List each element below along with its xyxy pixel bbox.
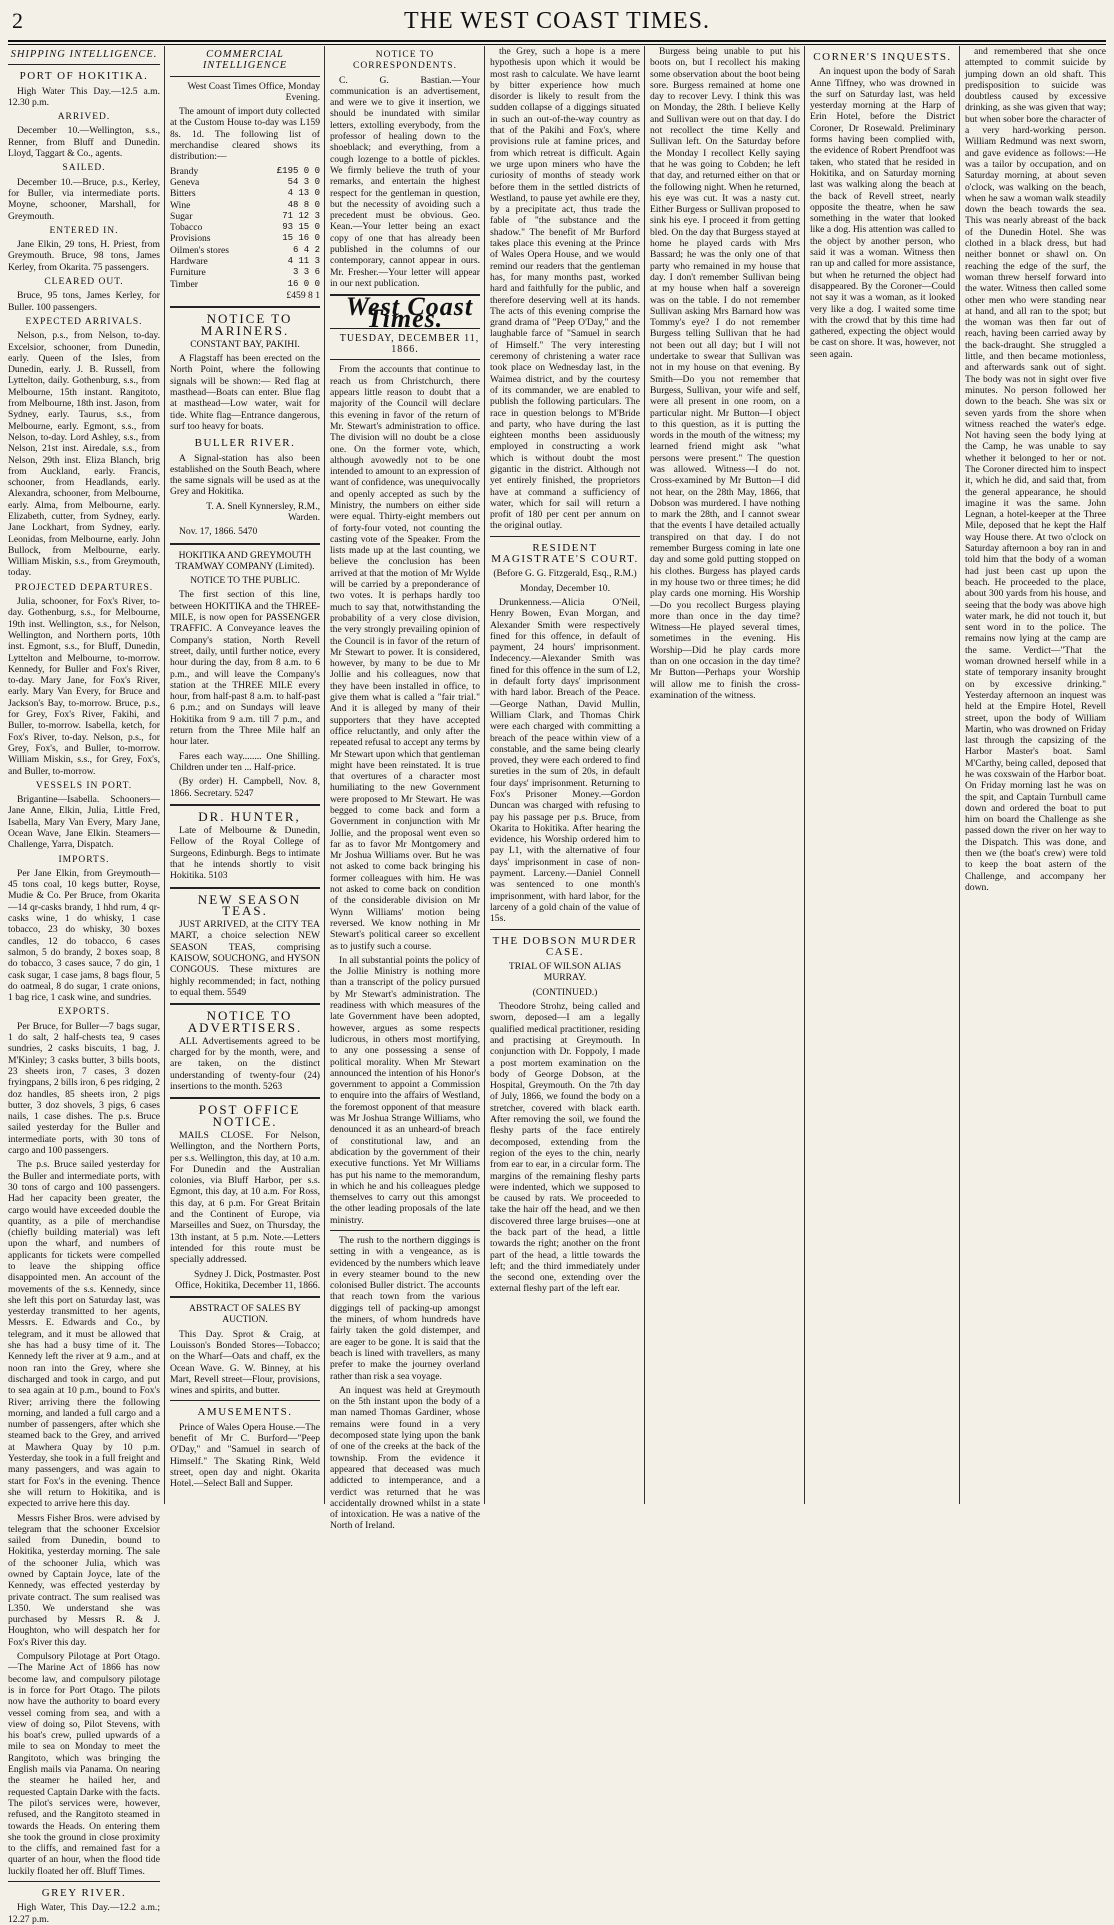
- inquest-body: An inquest upon the body of Sarah Anne Tiffney, who was drowned in the surf on Saturday last, was held yesterday morning at the Harp of Erin Hotel, before the District Coroner, Dr Rosewald. Preliminary forms having been complied with, the evidence of Robert Prendfoot was taken, who stated that he resided in Hokitika, and on Saturday morning last was walking along the beach at the back of Revell street, nearly opposite the theatre, when he saw something in the water that looked like a dog. His attention was called to the object by another person, who said it was a woman. Witness then ran up and called for more assistance, but when he returned the object had disappeared. By the Coroner—Could not say it was a woman, as it looked very like a dog. I waited some time with the crowd that by this time had gathered, expecting the object would be cast on shore. It was, however, not seen again.: [810, 66, 955, 360]
- column-local: [490, 46, 640, 1504]
- sub-heading: CLEARED OUT.: [44, 277, 124, 288]
- exports-text: Per Bruce, for Buller—7 bags sugar, 1 do salt, 2 half-chests tea, 9 cases sundries, 2 casks biscuits, 1 bag, J. M'Kinley; 3 casks butter, 3 bills boots, 23 sheets iron, 7 cases, 3 dozen fryingpans, 2 bills iron, 6 pes ridging, 2 doz handles, 85 sheets iron, 2 pigs butter, 3 doz shovels, 3 pigs, 6 cases nails, 1 case dishes. The p.s. Bruce sailed yesterday for the Buller and intermediate ports, with 30 tons of cargo and 100 passengers.: [8, 1020, 160, 1157]
- ad-body: JUST ARRIVED, at the CITY TEA MART, a choice selection NEW SEASON TEAS, comprising KAISOW, SOUCHONG, and HYSON CONGOUS. These mixtures are highly recommended; in fact, nothing to equal them. 5549: [170, 919, 320, 998]
- dateline: TUESDAY, DECEMBER 11, 1866.: [339, 332, 480, 356]
- duty-row: [170, 233, 320, 244]
- commercial-intro: The amount of import duty collected at the Custom House to-day was L159 8s. 1d. The following list of merchandise cleared shows its distribution:—: [170, 106, 320, 163]
- compulsory-pilotage: Compulsory Pilotage at Port Otago.—The Marine Act of 1866 has now become law, and compulsory pilotage is in force for Port Otago. The pilots now have the authority to board every vessel coming from sea, and with a view of doing so, Pilot Stevens, with his boat's crew, pulled upwards of a mile to sea on Monday to meet the Rangitoto, which was bringing the English mails via Panama. On nearing the steamer he hailed her, and requested Captain Darke with the facts. The pilot's services were, however, refused, and the Rangitoto steamed in towards the Heads. On entering them she took the ground in close proximity to the cliffs, and remained fast for a quarter of an hour, when the flood tide luckily floated her off. Bluff Times.: [8, 1651, 160, 1877]
- ad-body: This Day. Sprot & Craig, at Louisson's Bonded Stores—Tobacco; on the Wharf—Oats and chaff, ex the Ocean Wave. G. W. Binney, at his Mart, Revell street—Flour, provisions, wines and spirits, and butter.: [170, 1328, 320, 1397]
- column-commercial: [170, 46, 320, 1504]
- duty-item: Furniture: [170, 267, 206, 279]
- duty-item: Brandy: [170, 165, 199, 177]
- ad-title: POST OFFICE NOTICE.: [198, 1102, 301, 1129]
- office-line: West Coast Times Office, Monday Evening.: [187, 80, 320, 103]
- duty-item: Timber: [170, 278, 198, 290]
- duty-total: £459 8 1: [286, 289, 320, 301]
- masthead: [8, 8, 1106, 38]
- leader-text-2: In all substantial points the policy of the Jollie Ministry is nothing more than a transcript of the policy pursued by Mr Stewart's administration. The readiness with which measures of the late Government have been adopted, however, argues as some respects ludicrous, in others most mortifying, to any one possessing a sense of political morality. When Mr Stewart announced the intention of his Honor's government to appoint a Commission to enquire into the affairs of Westland, the foremost opponent of that measure was Mr Joshua Strange Williams, who denounced it as an unheard-of breach of constitutional law, and an abdication by the government of their executive functions. Yet Mr Williams has put his name to the memorandum, in which he and his colleagues pledge themselves to carry out this amongst the other leading proposals of the late ministry.: [330, 954, 480, 1226]
- duty-item: Provisions: [170, 233, 211, 245]
- grey-high-water: High Water, This Day.—12.2 a.m.; 12.27 p.m.: [8, 1902, 160, 1925]
- sub-heading: PROJECTED DEPARTURES.: [14, 582, 154, 593]
- masthead-rule-thin: [8, 44, 1106, 45]
- duty-amount: 3 3 6: [292, 267, 320, 278]
- ad-fares: Fares each way........ One Shilling. Children under ten ... Half-price.: [170, 750, 320, 773]
- duty-row: [170, 279, 320, 290]
- court-date: Monday, December 10.: [520, 582, 610, 594]
- masthead-rule: [8, 40, 1106, 42]
- ad-sign: Sydney J. Dick, Postmaster. Post Office, Hokitika, December 11, 1866.: [175, 1268, 320, 1291]
- section-heading: RESIDENT MAGISTRATE'S COURT.: [491, 541, 639, 566]
- court-body: Drunkenness.—Alicia O'Neil, Henry Bowen, Evan Morgan, and Alexander Smith were respectively fined for this offence, in default of payment, 24 hours' imprisonment. Indecency.—Alexander Smith was fined for this offence in the sum of L2, in default forty days' imprisonment with hard labor. Breach of the Peace.—George Nathan, David Mullin, William Clark, and Thomas Chirk were each charged with committing a breach of the peace within view of a constable, and the same being clearly proved, they were each ordered to find sureties in the sum of 20s, in default four days' imprisonment. Returning to Fox's Prisoner Money.—Gordon Duncan was charged with refusing to pay his passage per p.s. Bruce, from Okarita to Hokitika. After hearing the evidence, his Worship ordered him to pay L1, with the alternative of four days' imprisonment in case of non-payment. Larceny.—Daniel Connell was sentenced to one month's imprisonment, with hard labor, for the larceny of a gold chain of the value of 15s.: [490, 596, 640, 925]
- section-title: COMMERCIAL INTELLIGENCE: [202, 49, 288, 72]
- sub-heading: ENTERED IN.: [49, 225, 119, 236]
- duty-item: Geneva: [170, 176, 200, 188]
- arrived-text: December 10.—Wellington, s.s., Renner, from Bluff and Dunedin. Lloyd, Taggart & Co., agents.: [8, 125, 160, 160]
- column-inquests-cont: [965, 46, 1106, 1504]
- ad-title: DR. HUNTER,: [198, 808, 301, 824]
- duty-amount: 4 11 3: [287, 256, 320, 267]
- ad-date: Nov. 17, 1866. 5470: [179, 526, 258, 538]
- sub-heading: SAILED.: [62, 163, 106, 174]
- duty-row: [170, 188, 320, 199]
- duty-row: [170, 211, 320, 222]
- ad-subtitle: CONSTANT BAY, PAKIHI.: [190, 338, 300, 350]
- dobson-cont: (CONTINUED.): [532, 986, 598, 998]
- cleared-text: Bruce, 95 tons, James Kerley, for Buller. 100 passengers.: [8, 290, 160, 313]
- page-number: 2: [12, 8, 23, 33]
- duty-amount: 48 8 0: [287, 199, 320, 210]
- ad-body: Late of Melbourne & Dunedin, Fellow of the Royal College of Surgeons, Edinburgh. Begs to intimate that he intends shortly to visit Hokitika. 5103: [170, 825, 320, 882]
- ad-body: A Flagstaff has been erected on the North Point, where the following signals will be shown:— Red flag at masthead—Boats can enter. Blue flag at masthead—Low water, wait for tide. White flag—Entrance dangerous, surf too heavy for boats.: [170, 353, 320, 432]
- duty-row: [170, 200, 320, 211]
- ad-body: Prince of Wales Opera House.—The benefit of Mr C. Burford—"Peep O'Day," and "Samuel in search of Himself." The Skating Rink, Weld street, open day and night. Okarita Hotel.—Select Ball and Supper.: [170, 1421, 320, 1490]
- duty-amount: 16 0 0: [287, 278, 320, 289]
- sub-heading: EXPECTED ARRIVALS.: [25, 316, 143, 327]
- duty-item: Bitters: [170, 188, 196, 200]
- newspaper-title: THE WEST COAST TIMES.: [404, 8, 710, 34]
- duty-table: [170, 166, 320, 290]
- duty-amount: £195 0 0: [276, 165, 320, 176]
- duty-amount: 6 4 2: [292, 244, 320, 255]
- ad-body: ALL Advertisements agreed to be charged for by the month, were, and are taken, on the distinct understanding of twenty-four (24) insertions to the month. 5263: [170, 1035, 320, 1093]
- duty-amount: 15 16 0: [282, 233, 320, 244]
- projected-text: Julia, schooner, for Fox's River, to-day. Gothenburg, s.s., for Melbourne, 19th inst. Wellington, s.s., for Nelson, Wellington, and Northern ports, 10th inst. Egmont, s.s., for Bluff, Dunedin, Lyttelton and Melbourne, to-morrow. Kennedy, for Buller and Fox's River, to-day. Mary Jane, for Fox's River, early. Mary Van Every, for Bruce and Jackson's Bay, to-morrow. Bruce, p.s., for Grey, Fox's River, Fakihi, and Buller, to-morrow. Isabella, ketch, for Fox's River, to-day. Nelson, p.s., for Grey, Fox's, and Buller, to-morrow. William Miskin, s.s., for Grey, Fox's, and Buller, to-morrow.: [8, 596, 160, 777]
- ad-title: NEW SEASON TEAS.: [197, 891, 302, 918]
- column-editorial: [330, 46, 481, 1532]
- paper-banner: West Coast Times.: [345, 292, 474, 333]
- duty-amount: 71 12 3: [282, 210, 320, 221]
- inquest-text: and remembered that she once attempted to commit suicide by jumping down an old shaft. This predisposition to suicide was doubtless caused by excessive drinking, as she was given that way; but when sober bore the character of a very hard-working person. William Redmund was next sworn, and gave evidence as follows:—He was a tailor by occupation, and on Saturday morning, at about seven o'clock, was walking on the beach, when he saw a woman walk steadily down the beach towards the sea. This was nearly abreast of the back of the Dunedin Hotel. She was clothed in a black dress, but had neither bonnet or shawl on. On reaching the edge of the surf, the woman threw herself forward into the water. Witness then called some other men who were standing near at hand, and all ran to the spot; but the woman was then far out of reach, having been carried away by the back-draught. She struggled a little, and then became motionless, and afterwards sank out of sight. The body was not in sight over five minutes. No person followed her down to the beach. She was six or seven yards from the shore when witness reached the water's edge. Not having seen the body lying at the Camp, he was unable to say whether it belonged to her or not. The Coroner directed him to inspect it, which he did, and said that, from the general appearance, he should imagine it was the same. John Legnan, a hotel-keeper at the Three Mile, deposed that he kept the Half way House there. At two o'clock on Saturday afternoon a boy ran in and told him that the body of a woman had just been cast up upon the beach. He proceeded to the place, about 300 yards from his house, and seeing that the body was above high water mark, he did not touch it, but sent word in to the police. The remains now lying at the camp are the same. Verdict—"That the woman drowned herself while in a state of temporary insanity brought on by excessive drinking." Yesterday afternoon an inquest was held at the Empire Hotel, Revell street, upon the body of William Martin, who was drowned on Friday last through the capsizing of the Harbor Master's boat. Saml M'Carthy, being called, deposed that he was coxswain of the Harbor boat. On Friday morning last he was on the spit, and Captain Turnbull came down and ordered the boat to put him on board the Challenge as she passed down the river on her way to the Dispatch. This was done, and then we (the boat's crew) were told to keep the boat astern of the Challenge, and accompany her down.: [965, 46, 1106, 893]
- local-text: the Grey, such a hope is a mere hypothesis upon which it would be most rash to calculate. We have learnt by bitter experience how much disorder is likely to result from the sudden collapse of a diggings situated in such an out-of-the-way country as that of the Pakihi and Fox's, where provisions rule at famine prices, and from which retreat is difficult. Again we urge upon miners who have the curiosity of months of steady work before them in the settled districts of Westland, to pause yet awhile ere they, by a precipitate act, thus trade the fable of "the substance and the shadow." The benefit of Mr Burford takes place this evening at the Prince of Wales Opera House, and we would remind our readers that the gentleman has, for many months past, worked hard and faithfully for the public, and therefore deserving well at its hands. The acts of this evening comprise the grand drama of "Peep O'Day," and the laughable farce of "Samuel in search of Himself." The very interesting ceremony of christening a water race took place on Wednesday last, in the Waimea district, and by the courtesy of its commander, we are enabled to publish the following particulars. The race in question belongs to M'Bride and party, who have during the last eighteen months been assiduously employed in constructing a work which is without doubt the most gigantic in the district. Although not yet entirely finished, the proprietors have at command a sufficiency of water, which for sail will return a profit of 180 per cent per annum on the original outlay.: [490, 46, 640, 532]
- ad-title: BULLER RIVER.: [194, 437, 296, 450]
- leader-text: From the accounts that continue to reach us from Christchurch, there appears little reason to doubt that a majority of the Council will declare this evening in favor of the return of Mr. Stewart's administration to office. The division will no doubt be a close one. On the former vote, which, although avowedly not to be one intended to amount to an expression of want of confidence, was unequivocally and openly accepted as such by the Ministry, the numbers on either side were equal. Thirty-eight members out of forty-four voted, not counting the casting vote of the Speaker. From the lists made up at the last counting, we believe the conclusion has been arrived at that the motion of Mr Wylde will be carried by a preponderance of two votes. It is perhaps hardly too much to say that, notwithstanding the probability of a very close division, the very strongly prevailing opinion of the Council is in favor of the return of Mr Stewart to power. It is considered, however, by many to be due to Mr Jollie and his colleagues, now that they have been installed in office, to give them what is called a "fair trial." And it is alleged by many of their supporters that they have accepted office reluctantly, and only after the repeated refusal to accept any terms by Mr Stewart upon which that gentleman might have been reinstated. It is true that overtures of a character most humiliating to the new Government were proposed to Mr Stewart. He was begged to come back and form a Government in conjunction with Mr Jollie, and the proposal went even so far as to favor Mr Montgomery and Mr Joshua Williams over. But he was not asked to come back bringing his former colleagues with him. He was not asked to come back on condition of the considerable division on Mr Wynn Williams' motion being reversed. We know nothing in Mr Stewart's political career so excellent as to justify such a course.: [330, 364, 481, 952]
- sub-heading: EXPORTS.: [57, 1007, 111, 1018]
- imports-text: Per Jane Elkin, from Greymouth—45 tons coal, 10 kegs butter, Royse, Mudie & Co. Per Bruce, from Okarita—14 qr-casks brandy, 1 hhd rum, 4 qr-casks wine, 1 do whisky, 1 case tobacco, 23 do whisky, 30 boxes candles, 12 do tobacco, 6 cases salmon, 5 do brandy, 2 boxes soap, 8 do tobacco, 3 cases sauce, 7 do gin, 1 cask sugar, 1 case jams, 8 bags flour, 5 do oatmeal, 8 do sugar, 1 crate onions, 1 bag rice, 1 cask wine, and sundries.: [8, 867, 160, 1004]
- duty-row: [170, 177, 320, 188]
- ad-title: AMUSEMENTS.: [197, 1406, 293, 1419]
- section-heading: GREY RIVER.: [41, 1887, 127, 1900]
- section-heading: PORT OF HOKITIKA.: [19, 70, 149, 83]
- ad-title: NOTICE TO MARINERS.: [200, 311, 293, 338]
- ad-sign: (By order) H. Campbell, Nov. 8, 1866. Secretary. 5247: [170, 776, 320, 799]
- dobson-sub: TRIAL OF WILSON ALIAS MURRAY.: [508, 961, 622, 984]
- ad-sign: T. A. Snell Kynnersley, R.M., Warden.: [206, 500, 320, 523]
- rush-text: The rush to the northern diggings is setting in with a vengeance, as is evidenced by the numbers which leave in every steamer bound to the new colonised Buller district. The accounts that reach town from the various diggings tell of packing-up amongst the miners, of whom hundreds have fairly taken the gold distemper, and are eager to be gone. It is said that the beach is lined with travellers, as many prefer to make the journey overland rather than risk a sea voyage.: [330, 1234, 480, 1382]
- ad-title: NOTICE TO ADVERTISERS.: [187, 1008, 303, 1035]
- inquest-text: An inquest was held at Greymouth on the 5th instant upon the body of a man named Thomas Gardiner, whose remains were found in a very decomposed state lying upon the bank of one of the creeks at the back of the township. From the evidence it appeared that deceased was much addicted to intemperance, and a verdict was returned that he was accidentally drowned whilst in a state of intoxication. He was a native of the North of Ireland.: [330, 1384, 480, 1532]
- sub-heading: ARRIVED.: [57, 112, 111, 123]
- duty-item: Oilmen's stores: [170, 244, 230, 256]
- ad-body: The first section of this line, between HOKITIKA and the THREE-MILE, is now open for PASSENGER TRAFFIC. A Conveyance leaves the Company's station, North Revell street, daily, until further notice, every hour during the day, from 8 a.m. to 6 p.m., and will leave the Company's station at the THREE MILE every hour, from half-past 8 a.m. to half-past 6 p.m.; and on Sundays will leave Hokitika from 9 a.m. till 7 p.m., and return from the Three Mile half an hour later.: [170, 589, 320, 748]
- duty-item: Wine: [170, 199, 191, 211]
- report-text: The p.s. Bruce sailed yesterday for the Buller and intermediate ports, with 30 tons of cargo and 100 passengers. Had her capacity been greater, the cargo would have exceeded double the quantity, as a pile of merchandise (chiefly building material) was left upon the wharf, and numbers of applicants for tickets were compelled to leave the shipping office disappointed men. An account of the movements of the s.s. Kennedy, since she left this port on Saturday last, was yesterday transmitted to her agents, Messrs. E. Edwards and Co., by telegram, and it must be allowed that she has had a busy time of it. The Kennedy left the river at 9 a.m., and at noon ran into the Grey, where she discharged and took in cargo, and put to sea again at 10 p.m., bound to Fox's River; arriving there the following morning, and landed a full cargo and a number of passengers, after which she steamed back to the Grey, and arrived at Mawhera Quay by 10 p.m. Yesterday, she took in a full freight and many passengers, and was again to start for Fox's in the evening. Thence she will return to Hokitika, and is expected to arrive here this day.: [8, 1159, 160, 1510]
- dobson-body: Theodore Strohz, being called and sworn, deposed—I am a legally qualified medical practitioner, residing and practising at Greymouth. In conjunction with Dr. Foppoly, I made a post mortem examination on the body of George Dobson, at the Hospital, Greymouth. On the 7th day of July, 1866, we found the body on a stretcher, covered with black earth. After removing the soil, we found the fleshy parts of the face entirely decomposed, extending from the region of the eyes to the chin, nearly from ear to ear, in a circular form. The margins of the remaining fleshy parts were indented, which we supposed to be caused by rats. We proceeded to take the hair off the head, and we then discovered three large bruises—one at the back part of the head, a little towards the right; another on the front part of the head, a little towards the left; and the third immediately under the second one, extending over the external fleshy part of the left ear.: [490, 1001, 640, 1295]
- duty-amount: 54 3 0: [287, 176, 320, 187]
- ad-title: HOKITIKA AND GREYMOUTH TRAMWAY COMPANY (Limited).: [175, 549, 315, 572]
- duty-item: Sugar: [170, 210, 193, 222]
- sub-heading: VESSELS IN PORT.: [35, 780, 133, 791]
- duty-item: Hardware: [170, 256, 208, 268]
- entered-text: Jane Elkin, 29 tons, H. Priest, from Greymouth. Bruce, 98 tons, James Kerley, from Okarita. 75 passengers.: [8, 239, 160, 273]
- court-sub: (Before G. G. Fitzgerald, Esq., R.M.): [493, 568, 637, 580]
- duty-row: [170, 222, 320, 233]
- section-heading: THE DOBSON MURDER CASE.: [492, 934, 638, 958]
- duty-amount: 4 13 0: [287, 188, 320, 199]
- expected-text: Nelson, p.s., from Nelson, to-day. Excelsior, schooner, from Dunedin, early. Queen of the Isles, from Dunedin, early. J. B. Russell, from Lyttelton, daily. Gothenburg, s.s., from Melbourne, 15th instant. Rangitoto, from Melbourne, 18th inst. Jason, from Sydney, early. Taurus, s.s., from Melbourne, early. Egmont, s.s., from Nelson, to-day. Lord Ashley, s.s., from Nelson, 21st inst. Airedale, s.s., from Nelson, 29th inst. Eliza Blanch, brig from Auckland, early. Francis, schooner, from Headlands, early. Alexandra, schooner, from Melbourne, early. Alma, from Melbourne, early. Elizabeth, cutter, from Sydney, early. Jane Lockhart, from Sydney, early. Leonidas, from Melbourne, early. John Bullock, from Melbourne, early. William Miskin, s.s., from Greymouth, today.: [8, 330, 160, 579]
- dobson-text: Burgess being unable to put his boots on, but I recollect his making some observation about the boot being sore. Burgess remained at home one day to recover Levy. I think this was on Monday, the 28th. I believe Kelly and Sullivan were out on that day. I do not recollect the time Kelly and Sullivan left. On the Saturday before the Monday I recollect Kelly saying that he was going to Cobden; he left that day, and returned either on that or the following night. When he returned, his eye was cut. It was a nasty cut. Either Burgess or Sullivan proposed to sink his eye. I proceed it from getting bled. On the day that Burgess stayed at home he played cards with Mrs Bassard; he was the only one of that party who remained in my house that day. I don't remember Sullivan being at my house when half a sovereign was on the table. I do not remember Sullivan asking Mrs Barnard how was Tommy's eye? I do not remember Burgess telling Sullivan that he had not been out all day; but I will not undertake to swear that Sullivan was not in my house on that evening. By Smith—Do you not remember that Burgess, Sullivan, your wife and self, were all present in one room, on a particular night. Mr Button—I object to this question, as it is putting the words in the mouth of the witness; my learned friend might ask "what persons were present." The question was allowed. Witness—I do not. Cross-examined by Mr Button—I did not hear, on the 28th May, 1866, that Dobson was murdered. I have nothing to mark the 28th, and I cannot swear that the events I have detailed actually transpired on that day. I do not remember Burgess coming in late one day and some gold putting stopped on his clothes. Burgess has played cards in my house two or three times; he did play cards one morning. His Worship—Do you recollect Burgess playing more than once in the day time? Witness—He played several times, sometimes in the evening. His Worship—Did he play cards more than on one occasion in the day time? Mr Button—Perhaps your Worship will allow me to finish the cross-examination of the witness.: [650, 46, 800, 701]
- duty-row: [170, 166, 320, 177]
- sailed-text: December 10.—Bruce, p.s., Kerley, for Buller, via intermediate ports. Moyne, schooner, Marshall, for Greymouth.: [8, 176, 160, 222]
- ad-body: MAILS CLOSE. For Nelson, Wellington, and the Northern Ports, per s.s. Wellington, this day, at 10 a.m. For Dunedin and the Australian colonies, via Bluff Harbor, per s.s. Egmont, this day, at 10 a.m. For Ross, this day, at 6 p.m. For Great Britain and the Continent of Europe, via Marseilles and Suez, on Thursday, the 13th instant, at 5 p.m. Note.—Letters intended for this route must be specially addressed.: [170, 1129, 320, 1266]
- duty-item: Tobacco: [170, 222, 203, 234]
- column-dobson: [650, 46, 800, 1504]
- correspondents-body: C. G. Bastian.—Your communication is an advertisement, and were we to give it insertion, we should be inundated with similar letters, extolling everybody, from the professor of healing down to the shoeblack; and everything, from a cough lozenge to a bottle of pickles. We firmly believe the truth of your remarks, and entertain the highest respect for the gentleman in question, but the necessity of avoiding such a precedent must be obvious. Geo. Kean.—Your letter being an exact copy of one that has already been published in the columns of our contemporary, cannot appear in ours. Mr. Fresher.—Your letter will appear in our next publication.: [330, 74, 480, 289]
- section-heading: CORNER'S INQUESTS.: [813, 51, 952, 63]
- duty-amount: 93 15 0: [282, 222, 320, 233]
- column-inquests: [810, 46, 955, 1504]
- high-water: High Water This Day.—12.5 a.m. 12.30 p.m.: [8, 85, 160, 108]
- ad-body: A Signal-station has also been established on the South Beach, where the same signals will be used as at the Grey and Hokitika.: [170, 452, 320, 498]
- duty-row: [170, 256, 320, 267]
- report-text-2: Messrs Fisher Bros. were advised by telegram that the schooner Excelsior sailed from Dunedin, bound to Hokitika, yesterday morning. The sale of the schooner Julia, which was owned by Captain Joyce, late of the Kennedy, was effected yesterday by private contract. The sum realised was L350. We understand she was purchased by Messrs R. & J. Houghton, who will despatch her for Fox's River this day.: [8, 1512, 160, 1648]
- column-shipping: [8, 46, 160, 1925]
- section-title: SHIPPING INTELLIGENCE.: [10, 49, 158, 60]
- duty-row: [170, 267, 320, 278]
- sub-heading: IMPORTS.: [58, 854, 110, 865]
- ad-title: ABSTRACT OF SALES BY AUCTION.: [188, 1303, 302, 1326]
- section-title: NOTICE TO CORRESPONDENTS.: [353, 50, 457, 72]
- vessels-text: Brigantine—Isabella. Schooners—Jane Anne, Elkin, Julia, Little Fred, Isabella, Mary Van Every, Mary Jane, Ocean Wave, Jane Elkin. Steamers—Challenge, Yarra, Dispatch.: [8, 794, 160, 851]
- duty-row: [170, 245, 320, 256]
- ad-subtitle: NOTICE TO THE PUBLIC.: [190, 575, 300, 587]
